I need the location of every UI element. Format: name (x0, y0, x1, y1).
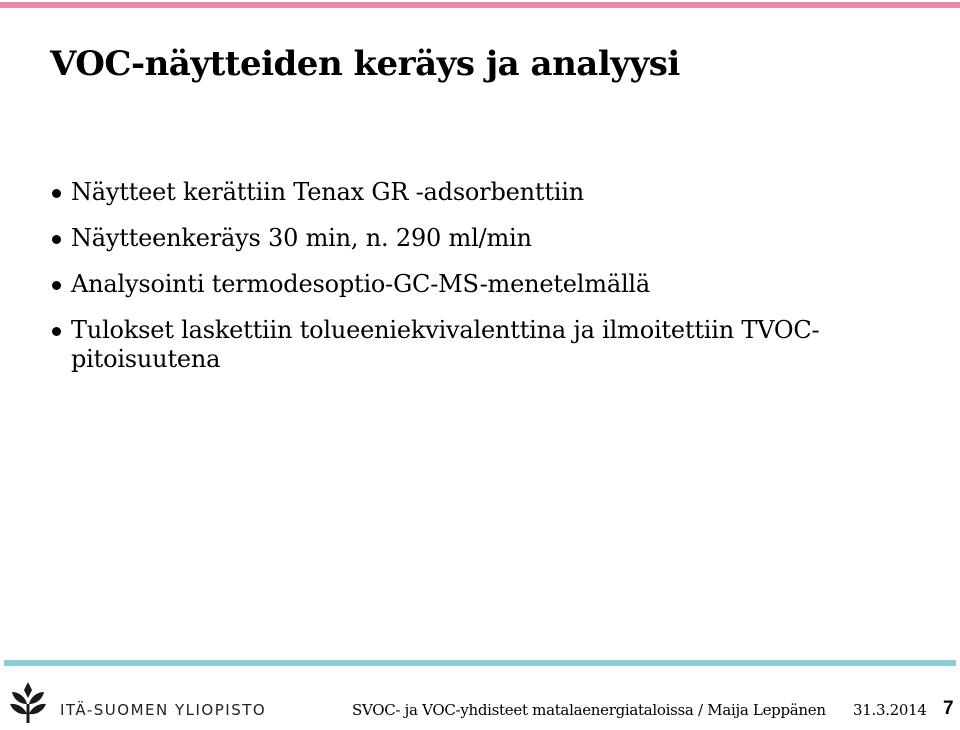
bottom-accent-bar (4, 660, 956, 666)
top-accent-bar (0, 2, 960, 8)
bullet-text: Tulokset laskettiin tolueeniekvivalenttina ja ilmoitettiin TVOC-pitoisuutena (71, 316, 820, 373)
bullet-list (50, 178, 930, 391)
footer-text: SVOC- ja VOC-yhdisteet matalaenergiataloissa / Maija Leppänen (352, 701, 826, 719)
footer-date: 31.3.2014 (853, 701, 927, 719)
bullet-dot-icon (52, 327, 61, 336)
bullet-dot-icon (52, 281, 61, 290)
bullet-dot-icon (52, 235, 61, 244)
university-logo-icon (8, 680, 48, 724)
bullet-item (50, 270, 930, 299)
page-number: 7 (943, 698, 954, 719)
bullet-text: Näytteet kerättiin Tenax GR -adsorbenttiin (71, 178, 584, 206)
university-name: ITÄ-SUOMEN YLIOPISTO (60, 701, 267, 719)
bullet-item (50, 178, 930, 207)
bullet-dot-icon (52, 189, 61, 198)
bullet-item (50, 316, 930, 374)
slide-title: VOC-näytteiden keräys ja analyysi (50, 44, 680, 84)
bullet-text: Näytteenkeräys 30 min, n. 290 ml/min (71, 224, 532, 252)
bullet-text: Analysointi termodesoptio-GC-MS-menetelmällä (71, 270, 651, 298)
bullet-item (50, 224, 930, 253)
